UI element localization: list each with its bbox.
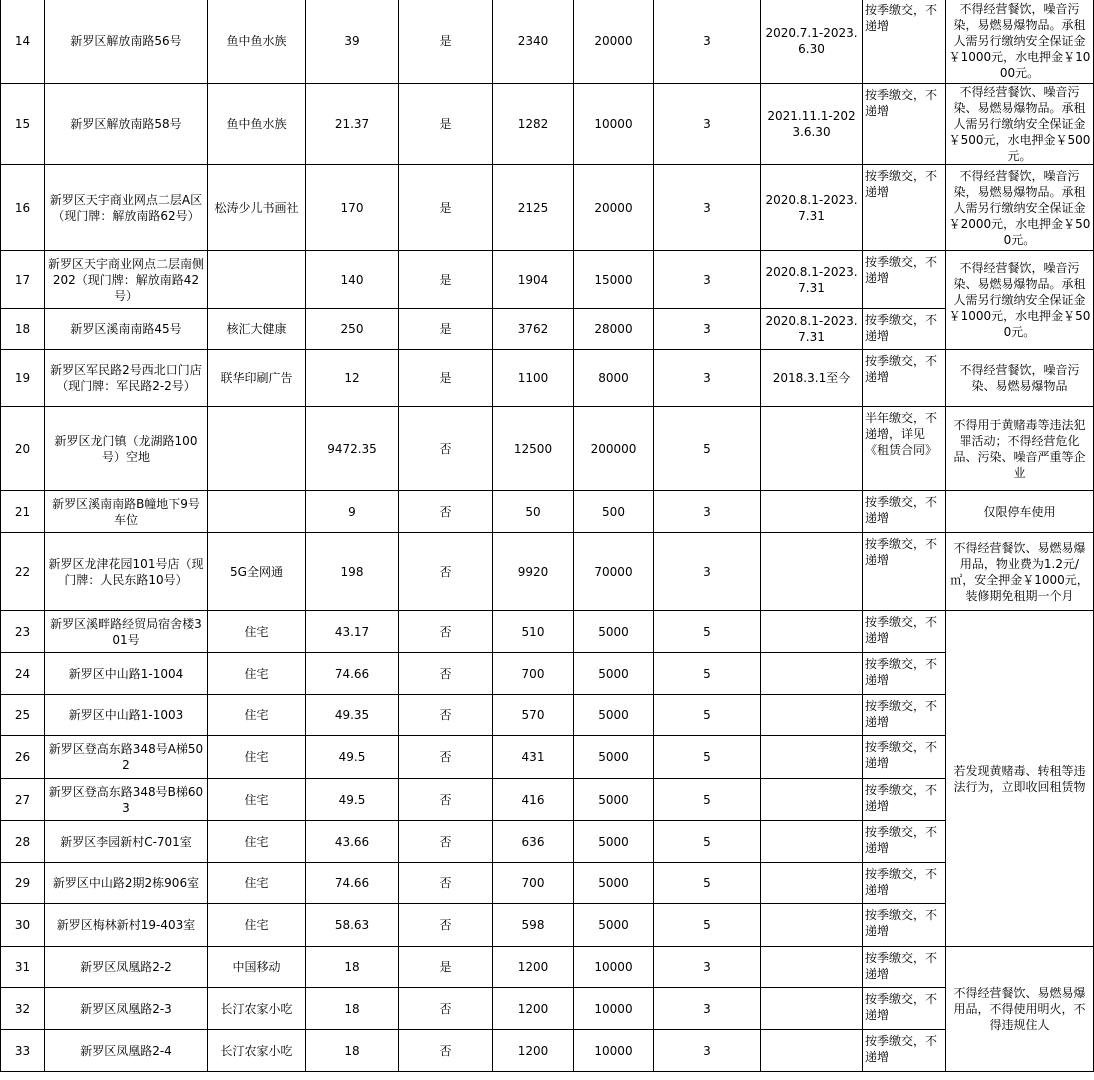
address-cell: 新罗区凤凰路2-4 (45, 1030, 208, 1072)
tenant-cell: 松涛少儿书画社 (208, 165, 306, 251)
area-cell: 49.5 (306, 779, 399, 821)
area-cell: 140 (306, 251, 399, 309)
address-cell: 新罗区登高东路348号A梯502 (45, 736, 208, 779)
tenant-cell: 住宅 (208, 611, 306, 653)
table-row (1, 491, 1094, 533)
lease-period-cell: 2021.11.1-2023.6.30 (761, 84, 863, 165)
row-number-cell: 23 (1, 611, 45, 653)
payment-terms-cell: 按季缴交，不递增 (863, 988, 946, 1030)
area-cell: 198 (306, 533, 399, 611)
area-cell: 18 (306, 1030, 399, 1072)
tenant-cell: 鱼中鱼水族 (208, 0, 306, 84)
payment-terms-cell: 按季缴交，不递增 (863, 821, 946, 863)
rented-status-cell: 是 (399, 84, 493, 165)
area-cell: 18 (306, 947, 399, 988)
area-cell: 18 (306, 988, 399, 1030)
row-number-cell: 29 (1, 863, 45, 904)
row-number-cell: 17 (1, 251, 45, 309)
lease-period-cell (761, 863, 863, 904)
tenant-cell: 住宅 (208, 695, 306, 736)
monthly-rent-cell: 1282 (493, 84, 574, 165)
restrictions-note-cell: 仅限停车使用 (946, 491, 1094, 533)
deposit-cell: 15000 (574, 251, 654, 309)
area-cell: 58.63 (306, 904, 399, 947)
tenant-cell: 中国移动 (208, 947, 306, 988)
table-row (1, 653, 1094, 695)
lease-period-cell (761, 533, 863, 611)
lease-period-cell: 2020.8.1-2023.7.31 (761, 165, 863, 251)
lease-period-cell: 2020.8.1-2023.7.31 (761, 309, 863, 350)
table-row (1, 0, 1094, 84)
table-row (1, 904, 1094, 947)
monthly-rent-cell: 431 (493, 736, 574, 779)
row-number-cell: 26 (1, 736, 45, 779)
rented-status-cell: 是 (399, 309, 493, 350)
rented-status-cell: 否 (399, 904, 493, 947)
deposit-cell: 5000 (574, 611, 654, 653)
lease-period-cell (761, 947, 863, 988)
lease-years-cell: 3 (654, 0, 761, 84)
monthly-rent-cell: 1200 (493, 947, 574, 988)
tenant-cell: 住宅 (208, 736, 306, 779)
deposit-cell: 500 (574, 491, 654, 533)
address-cell: 新罗区溪畔路经贸局宿舍楼301号 (45, 611, 208, 653)
table-row (1, 611, 1094, 653)
tenant-cell (208, 407, 306, 491)
lease-period-cell (761, 1030, 863, 1072)
table-row (1, 695, 1094, 736)
address-cell: 新罗区登高东路348号B梯603 (45, 779, 208, 821)
restrictions-note-cell: 不得用于黄赌毒等违法犯罪活动；不得经营危化品、污染、噪音严重等企业 (946, 407, 1094, 491)
table-row (1, 1030, 1094, 1072)
payment-terms-cell: 按季缴交，不递增 (863, 947, 946, 988)
tenant-cell: 住宅 (208, 904, 306, 947)
row-number-cell: 20 (1, 407, 45, 491)
monthly-rent-cell: 50 (493, 491, 574, 533)
lease-period-cell (761, 779, 863, 821)
tenant-cell: 住宅 (208, 779, 306, 821)
lease-years-cell: 5 (654, 695, 761, 736)
lease-years-cell: 3 (654, 165, 761, 251)
lease-years-cell: 5 (654, 779, 761, 821)
lease-years-cell: 3 (654, 309, 761, 350)
lease-period-cell: 2020.7.1-2023.6.30 (761, 0, 863, 84)
rented-status-cell: 是 (399, 947, 493, 988)
payment-terms-cell: 按季缴交，不递增 (863, 611, 946, 653)
payment-terms-cell: 按季缴交，不递增 (863, 904, 946, 947)
lease-period-cell (761, 988, 863, 1030)
rented-status-cell: 否 (399, 988, 493, 1030)
monthly-rent-cell: 1200 (493, 988, 574, 1030)
rented-status-cell: 是 (399, 0, 493, 84)
restrictions-note-cell: 若发现黄赌毒、转租等违法行为，立即收回租赁物 (946, 611, 1094, 947)
area-cell: 12 (306, 350, 399, 407)
payment-terms-cell: 按季缴交，不递增 (863, 863, 946, 904)
restrictions-note-cell: 不得经营餐饮，噪音污染，易燃易爆物品。承租人需另行缴纳安全保证金￥2000元，水电押金￥500元。 (946, 165, 1094, 251)
row-number-cell: 14 (1, 0, 45, 84)
deposit-cell: 5000 (574, 863, 654, 904)
tenant-cell: 住宅 (208, 863, 306, 904)
payment-terms-cell: 半年缴交，不递增，详见《租赁合同》 (863, 407, 946, 491)
table-row (1, 165, 1094, 251)
deposit-cell: 10000 (574, 84, 654, 165)
rented-status-cell: 否 (399, 1030, 493, 1072)
area-cell: 74.66 (306, 653, 399, 695)
lease-years-cell: 5 (654, 407, 761, 491)
tenant-cell: 鱼中鱼水族 (208, 84, 306, 165)
payment-terms-cell: 按季缴交，不递增 (863, 1030, 946, 1072)
table-row (1, 533, 1094, 611)
rented-status-cell: 否 (399, 779, 493, 821)
monthly-rent-cell: 416 (493, 779, 574, 821)
deposit-cell: 10000 (574, 1030, 654, 1072)
monthly-rent-cell: 636 (493, 821, 574, 863)
deposit-cell: 5000 (574, 695, 654, 736)
tenant-cell: 核汇大健康 (208, 309, 306, 350)
table-row (1, 309, 1094, 350)
deposit-cell: 10000 (574, 947, 654, 988)
table-row (1, 84, 1094, 165)
rented-status-cell: 否 (399, 653, 493, 695)
lease-period-cell (761, 611, 863, 653)
tenant-cell: 住宅 (208, 653, 306, 695)
area-cell: 9472.35 (306, 407, 399, 491)
rented-status-cell: 否 (399, 407, 493, 491)
lease-years-cell: 3 (654, 251, 761, 309)
address-cell: 新罗区天宇商业网点二层A区（现门牌：解放南路62号） (45, 165, 208, 251)
address-cell: 新罗区解放南路58号 (45, 84, 208, 165)
tenant-cell: 住宅 (208, 821, 306, 863)
row-number-cell: 24 (1, 653, 45, 695)
area-cell: 43.17 (306, 611, 399, 653)
payment-terms-cell: 按季缴交，不递增 (863, 653, 946, 695)
table-row (1, 350, 1094, 407)
lease-period-cell (761, 695, 863, 736)
row-number-cell: 31 (1, 947, 45, 988)
row-number-cell: 22 (1, 533, 45, 611)
table-row (1, 779, 1094, 821)
lease-period-cell: 2018.3.1至今 (761, 350, 863, 407)
table-row (1, 821, 1094, 863)
area-cell: 74.66 (306, 863, 399, 904)
area-cell: 39 (306, 0, 399, 84)
lease-period-cell (761, 821, 863, 863)
lease-period-cell (761, 653, 863, 695)
area-cell: 21.37 (306, 84, 399, 165)
deposit-cell: 10000 (574, 988, 654, 1030)
area-cell: 43.66 (306, 821, 399, 863)
row-number-cell: 33 (1, 1030, 45, 1072)
lease-years-cell: 3 (654, 84, 761, 165)
address-cell: 新罗区天宇商业网点二层南侧202（现门牌：解放南路42号） (45, 251, 208, 309)
deposit-cell: 28000 (574, 309, 654, 350)
lease-years-cell: 3 (654, 988, 761, 1030)
row-number-cell: 15 (1, 84, 45, 165)
restrictions-note-cell: 不得经营餐饮、易燃易爆用品，物业费为1.2元/㎡，安全押金￥1000元，装修期免租期一个月 (946, 533, 1094, 611)
deposit-cell: 200000 (574, 407, 654, 491)
row-number-cell: 30 (1, 904, 45, 947)
row-number-cell: 32 (1, 988, 45, 1030)
row-number-cell: 21 (1, 491, 45, 533)
rented-status-cell: 否 (399, 736, 493, 779)
table-row (1, 863, 1094, 904)
address-cell: 新罗区龙门镇（龙湖路100号）空地 (45, 407, 208, 491)
payment-terms-cell: 按季缴交，不递增 (863, 779, 946, 821)
restrictions-note-cell: 不得经营餐饮、噪音污染、易燃易爆物品。承租人需另行缴纳安全保证金￥500元，水电押金￥500元。 (946, 84, 1094, 165)
deposit-cell: 20000 (574, 0, 654, 84)
lease-years-cell: 3 (654, 1030, 761, 1072)
monthly-rent-cell: 570 (493, 695, 574, 736)
address-cell: 新罗区李园新村C-701室 (45, 821, 208, 863)
deposit-cell: 5000 (574, 779, 654, 821)
rented-status-cell: 是 (399, 165, 493, 251)
address-cell: 新罗区解放南路56号 (45, 0, 208, 84)
payment-terms-cell: 按季缴交，不递增 (863, 491, 946, 533)
lease-period-cell (761, 736, 863, 779)
row-number-cell: 19 (1, 350, 45, 407)
rented-status-cell: 否 (399, 611, 493, 653)
monthly-rent-cell: 510 (493, 611, 574, 653)
lease-period-cell (761, 407, 863, 491)
rented-status-cell: 否 (399, 491, 493, 533)
table-row (1, 988, 1094, 1030)
rented-status-cell: 是 (399, 350, 493, 407)
payment-terms-cell: 按季缴交，不递增 (863, 736, 946, 779)
row-number-cell: 27 (1, 779, 45, 821)
rented-status-cell: 否 (399, 863, 493, 904)
monthly-rent-cell: 1904 (493, 251, 574, 309)
area-cell: 250 (306, 309, 399, 350)
payment-terms-cell: 按季缴交，不递增 (863, 533, 946, 611)
monthly-rent-cell: 598 (493, 904, 574, 947)
rented-status-cell: 否 (399, 695, 493, 736)
monthly-rent-cell: 9920 (493, 533, 574, 611)
monthly-rent-cell: 2125 (493, 165, 574, 251)
payment-terms-cell: 按季缴交，不递增 (863, 695, 946, 736)
address-cell: 新罗区龙津花园101号店（现门牌：人民东路10号） (45, 533, 208, 611)
area-cell: 49.5 (306, 736, 399, 779)
table-row (1, 736, 1094, 779)
lease-years-cell: 5 (654, 904, 761, 947)
area-cell: 49.35 (306, 695, 399, 736)
lease-years-cell: 3 (654, 533, 761, 611)
area-cell: 9 (306, 491, 399, 533)
monthly-rent-cell: 3762 (493, 309, 574, 350)
deposit-cell: 5000 (574, 821, 654, 863)
deposit-cell: 5000 (574, 653, 654, 695)
area-cell: 170 (306, 165, 399, 251)
table-row (1, 947, 1094, 988)
payment-terms-cell: 按季缴交，不递增 (863, 251, 946, 309)
monthly-rent-cell: 12500 (493, 407, 574, 491)
payment-terms-cell: 按季缴交，不递增 (863, 0, 946, 84)
payment-terms-cell: 按季缴交，不递增 (863, 309, 946, 350)
deposit-cell: 20000 (574, 165, 654, 251)
payment-terms-cell: 按季缴交，不递增 (863, 350, 946, 407)
table-row (1, 407, 1094, 491)
monthly-rent-cell: 1100 (493, 350, 574, 407)
payment-terms-cell: 按季缴交，不递增 (863, 165, 946, 251)
deposit-cell: 5000 (574, 904, 654, 947)
address-cell: 新罗区中山路1-1004 (45, 653, 208, 695)
rented-status-cell: 否 (399, 821, 493, 863)
address-cell: 新罗区凤凰路2-2 (45, 947, 208, 988)
lease-years-cell: 5 (654, 736, 761, 779)
lease-years-cell: 3 (654, 491, 761, 533)
row-number-cell: 16 (1, 165, 45, 251)
address-cell: 新罗区中山路1-1003 (45, 695, 208, 736)
address-cell: 新罗区梅林新村19-403室 (45, 904, 208, 947)
rented-status-cell: 是 (399, 251, 493, 309)
monthly-rent-cell: 2340 (493, 0, 574, 84)
row-number-cell: 28 (1, 821, 45, 863)
restrictions-note-cell: 不得经营餐饮、易燃易爆用品，不得使用明火，不得违规住人 (946, 947, 1094, 1072)
tenant-cell: 长汀农家小吃 (208, 988, 306, 1030)
monthly-rent-cell: 1200 (493, 1030, 574, 1072)
restrictions-note-cell: 不得经营餐饮，噪音污染，易燃易爆物品。承租人需另行缴纳安全保证金￥1000元，水电押金￥1000元。 (946, 0, 1094, 84)
restrictions-note-cell: 不得经营餐饮，噪音污染、易燃易爆物品 (946, 350, 1094, 407)
lease-period-cell (761, 491, 863, 533)
monthly-rent-cell: 700 (493, 653, 574, 695)
lease-years-cell: 5 (654, 611, 761, 653)
lease-years-cell: 5 (654, 863, 761, 904)
lease-years-cell: 5 (654, 821, 761, 863)
address-cell: 新罗区溪南南路45号 (45, 309, 208, 350)
address-cell: 新罗区溪南南路B幢地下9号车位 (45, 491, 208, 533)
lease-years-cell: 3 (654, 350, 761, 407)
lease-period-cell: 2020.8.1-2023.7.31 (761, 251, 863, 309)
monthly-rent-cell: 700 (493, 863, 574, 904)
deposit-cell: 70000 (574, 533, 654, 611)
address-cell: 新罗区军民路2号西北口门店（现门牌：军民路2-2号） (45, 350, 208, 407)
payment-terms-cell: 按季缴交，不递增 (863, 84, 946, 165)
lease-years-cell: 5 (654, 653, 761, 695)
deposit-cell: 8000 (574, 350, 654, 407)
tenant-cell: 联华印刷广告 (208, 350, 306, 407)
lease-period-cell (761, 904, 863, 947)
tenant-cell: 5G全网通 (208, 533, 306, 611)
lease-years-cell: 3 (654, 947, 761, 988)
row-number-cell: 18 (1, 309, 45, 350)
address-cell: 新罗区凤凰路2-3 (45, 988, 208, 1030)
tenant-cell (208, 251, 306, 309)
tenant-cell: 长汀农家小吃 (208, 1030, 306, 1072)
rented-status-cell: 否 (399, 533, 493, 611)
address-cell: 新罗区中山路2期2栋906室 (45, 863, 208, 904)
deposit-cell: 5000 (574, 736, 654, 779)
tenant-cell (208, 491, 306, 533)
restrictions-note-cell: 不得经营餐饮，噪音污染、易燃易爆物品。承租人需另行缴纳安全保证金￥1000元，水电押金￥500元。 (946, 251, 1094, 350)
table-row (1, 251, 1094, 309)
row-number-cell: 25 (1, 695, 45, 736)
